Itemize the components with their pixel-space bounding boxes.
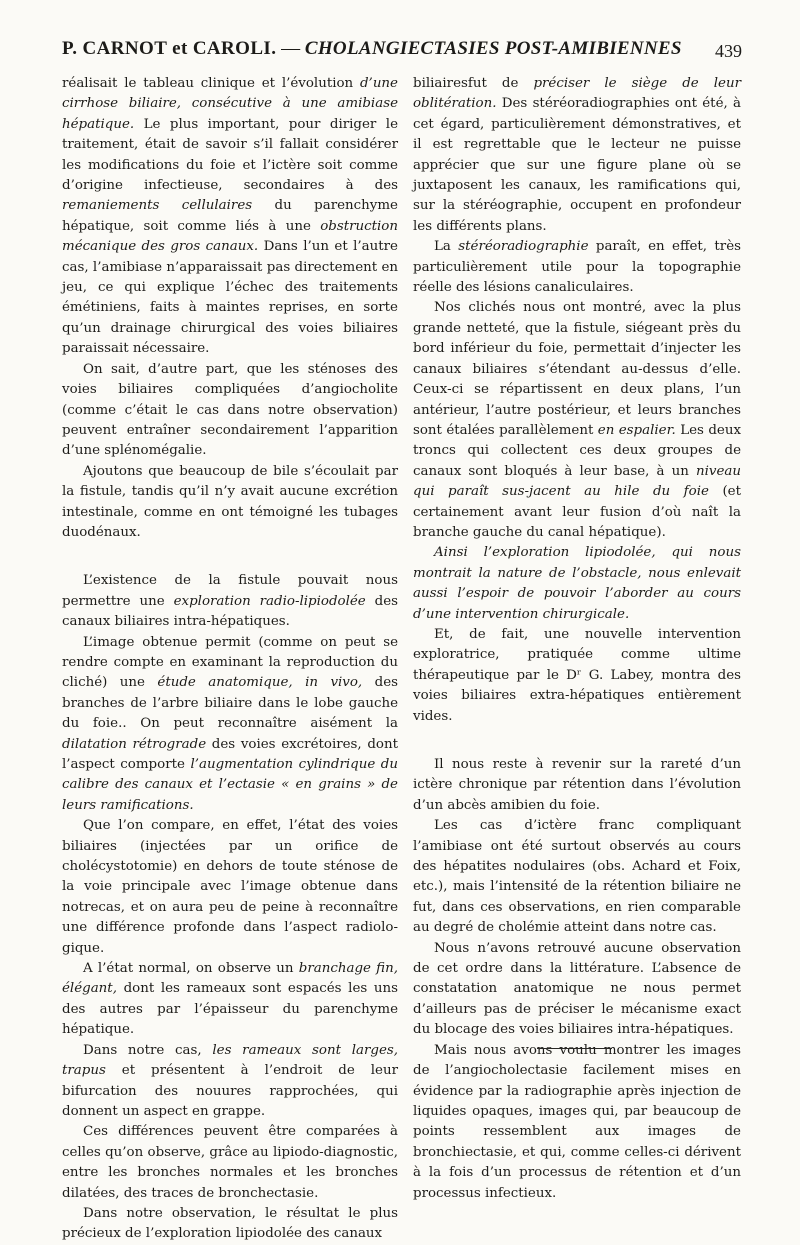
text-run: Dans notre cas,	[83, 1042, 213, 1058]
right-column	[413, 74, 742, 1201]
paragraph	[413, 816, 741, 938]
text-run: On sait, d’autre part, que les sténoses des voies biliaires compliquées d’angiocholite (comme c’était le cas dans notre observation) peuvent entraîner secondairement l’apparition d’une splénomégalie.	[62, 361, 398, 459]
italic-run: Ainsi l’exploration lipiodolée, qui nous montrait la nature de l’obstacle, nous enlevait aussi l’espoir de pouvoir l’aborder au cours d’une intervention chirurgicale.	[413, 545, 741, 622]
text-run: Que l’on compare, en effet, l’état des voies biliaires (injectées par un orifice de cholécystotomie) en dehors de toute sténose de la voie principale avec l’image obtenue dans notrecas, et on aura peu de peine à reconnaître une différence profonde dans l’aspect radiolo- gique.	[62, 818, 398, 956]
text-run: Et, de fait, une nouvelle intervention exploratrice, pratiquée comme ultime thérapeutique par le Dʳ G. Labey, montra des voies biliaires extra-hépatiques entièrement vides.	[413, 626, 741, 724]
italic-run: branchage fin, élégant,	[62, 961, 398, 997]
text-run: dont les rameaux sont espacés les uns des autres par l’épaisseur du parenchyme hépatique.	[62, 981, 398, 1038]
italic-run: étude anatomique, in vivo,	[157, 675, 363, 691]
italic-run: obstruction mécanique des gros canaux.	[62, 218, 398, 255]
left-column	[62, 74, 398, 1242]
text-run: (et certainement avant leur fusion d’où naît la branche gauche du canal hépatique).	[413, 484, 741, 540]
paragraph	[62, 571, 398, 632]
page-number: 439	[715, 41, 742, 61]
paragraph	[413, 543, 741, 625]
paragraph	[62, 959, 398, 1041]
italic-run: exploration radio-lipiodolée	[173, 593, 366, 609]
text-run: réalisait le tableau clinique et l’évolution	[62, 76, 360, 91]
italic-run: préciser le siège de leur oblitération.	[413, 76, 741, 112]
text-run: La	[434, 239, 459, 255]
header-authors: P. CARNOT et CAROLI.	[62, 38, 277, 59]
paragraph	[413, 298, 741, 543]
italic-run: d’une cirrhose biliaire, consécutive à une amibiase hépatique.	[62, 76, 398, 132]
paragraph	[62, 1041, 398, 1123]
header-title: CHOLANGIECTASIES POST-AMIBIENNES	[304, 38, 682, 59]
text-run: Dans notre observation, le résultat le plus précieux de l’exploration lipiodolée des canaux	[62, 1205, 398, 1242]
text-run: A l’état normal, on observe un	[83, 961, 299, 977]
text-run: Ajoutons que beaucoup de bile s’écoulait par la fistule, tandis qu’il n’y avait aucune excrétion intestinale, comme en ont témoigné les tubages duodénaux.	[62, 463, 398, 540]
paragraph	[62, 816, 398, 959]
paragraph	[62, 1204, 398, 1245]
text-run: des voies excrétoires, dont l’aspect comporte	[62, 736, 398, 772]
text-run: Les cas d’ictère franc compliquant l’amibiase ont été surtout observés au cours des hépatites nodulaires (obs. Achard et Foix, etc.), mais l’intensité de la rétention biliaire ne fut, dans ces observations, en rien comparable au degré de cholémie atteint dans notre cas.	[413, 818, 741, 936]
text-run: du parenchyme hépatique, soit comme liés à une	[62, 198, 398, 234]
italic-run: stéréoradiographie	[458, 239, 589, 255]
text-run: Nos clichés nous ont montré, avec la plus grande netteté, que la fistule, siégeant près du bord inférieur du foie, permettait d’injecter les canaux biliaires s’étendant au-dessus d’elle. Ceux-ci se répartissent en deux plans, l’un antérieur, l’autre postérieur, et leurs branches sont étalées parallèlement	[413, 300, 741, 438]
italic-run: en espalier.	[597, 422, 676, 438]
text-run: Il nous reste à revenir sur la rareté d’un ictère chronique par rétention dans l’évolution d’un abcès amibien du foie.	[413, 757, 741, 813]
paragraph	[413, 939, 741, 1041]
paragraph	[62, 1122, 398, 1204]
italic-run: remaniements cellulaires	[62, 198, 253, 214]
paragraph	[62, 633, 398, 817]
running-header	[62, 38, 742, 68]
text-run: Les deux troncs qui collectent ces deux groupes de canaux sont bloqués à leur base, à un	[413, 422, 742, 479]
paragraph	[62, 462, 398, 544]
text-run: et présentent à l’endroit de leur bifurcation des nouures rapprochées, qui donnent un aspect en grappe.	[62, 1063, 398, 1119]
text-run: L’image obtenue permit (comme on peut se rendre compte en examinant la reproduction du cliché) une	[62, 634, 398, 691]
italic-run: dilatation rétrograde	[62, 736, 207, 752]
paragraph	[413, 1041, 741, 1204]
text-run: Mais nous avons voulu montrer les images de l’angiocholectasie facilement mises en évidence par la radiographie après injection de liquides opaques, images qui, par beaucoup de points ressemblent aux images de bronchiectasie, et qui, comme celles-ci dérivent à la fois d’un processus de rétention et d’un processus infectieux.	[413, 1042, 741, 1201]
paragraph	[413, 237, 741, 298]
text-run: Dans l’un et l’autre cas, l’amibiase n’apparaissait pas directement en jeu, ce qui explique l’échec des traitements émétiniens, faits à maintes reprises, en sorte qu’un drainage chirurgical des voies biliaires paraissait nécessaire.	[62, 239, 398, 357]
text-run: biliairesfut de	[413, 76, 534, 91]
italic-run: niveau qui paraît sus-jacent au hile du foie	[413, 463, 741, 500]
text-run: Ces différences peuvent être comparées à celles qu’on observe, grâce au lipiodo-diagnostic, entre les bronches normales et les bronches dilatées, des traces de bronchectasie.	[62, 1124, 398, 1201]
paragraph	[413, 755, 741, 816]
text-run: des branches de l’arbre biliaire dans le lobe gauche du foie.. On peut reconnaître aisément la	[62, 675, 398, 732]
paragraph	[62, 360, 398, 462]
italic-run: les rameaux sont larges, trapus	[62, 1042, 398, 1079]
text-run: Nous n’avons retrouvé aucune observation de cet ordre dans la littérature. L’absence de constatation anatomique ne nous permet d’ailleurs pas de préciser le mécanisme exact du blocage des voies biliaires intra-hépatiques.	[413, 940, 741, 1038]
italic-run: l’augmentation cylindrique du calibre des canaux et l’ectasie « en grains » de leurs ramifications.	[62, 757, 398, 813]
text-run: Des stéréoradiographies ont été, à cet égard, particulièrement démonstratives, et il est regrettable que le lecteur ne puisse apprécier que sur une figure plane où se juxtaposent les canaux, les ramifications qui, sur la stéréographie, occupent en profondeur les différents plans.	[413, 96, 741, 234]
paragraph	[62, 74, 398, 360]
end-rule	[537, 1048, 612, 1049]
text-run: paraît, en effet, très particulièrement utile pour la topographie réelle des lésions canaliculaires.	[413, 239, 742, 296]
paragraph	[413, 625, 741, 727]
header-dash: —	[276, 38, 305, 59]
text-run: Le plus important, pour diriger le traitement, était de savoir s’il fallait considérer les modifications du foie et l’ictère soit comme d’origine infectieuse, secondaires à des	[62, 116, 398, 194]
text-run: L’existence de la fistule pouvait nous permettre une	[62, 573, 398, 609]
text-run: des canaux biliaires intra-hépatiques.	[62, 593, 398, 630]
paragraph	[413, 74, 741, 237]
